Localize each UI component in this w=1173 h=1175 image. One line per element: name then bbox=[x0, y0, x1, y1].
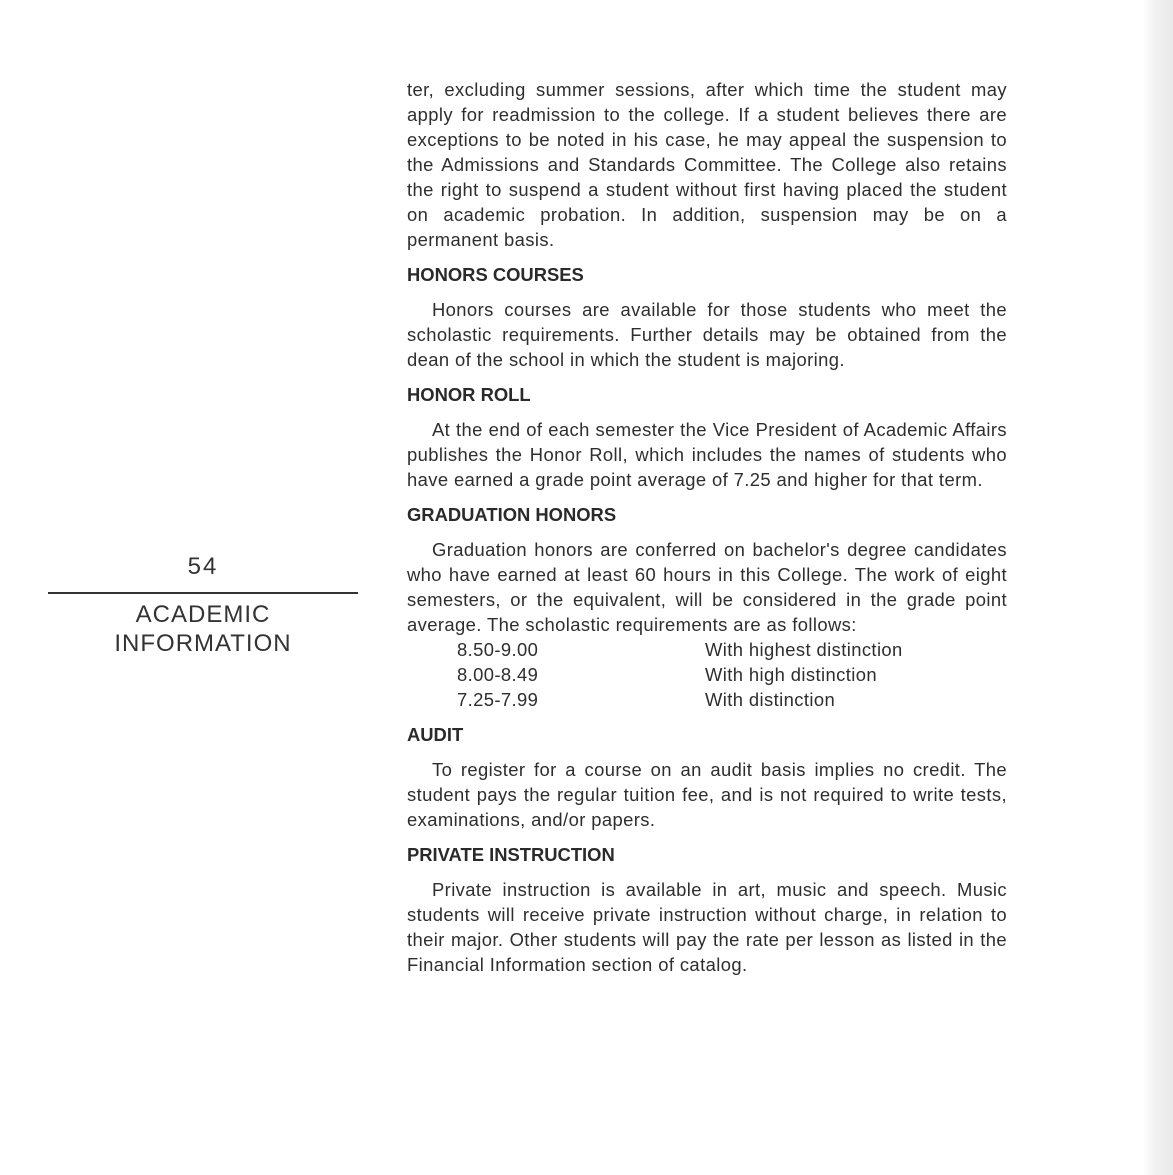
sidebar-divider bbox=[48, 592, 358, 594]
section-label-line-2: INFORMATION bbox=[114, 630, 292, 657]
sidebar bbox=[48, 552, 358, 658]
graduation-honors-table bbox=[457, 637, 1007, 712]
gpa-range: 8.00-8.49 bbox=[457, 664, 539, 685]
table-row bbox=[457, 687, 1007, 712]
honor-roll-heading: HONOR ROLL bbox=[407, 384, 531, 405]
audit-heading: AUDIT bbox=[407, 724, 464, 745]
graduation-honors-paragraph: Graduation honors are conferred on bachelor's degree candidates who have earned at least 60 hours in this College. The work of eight semesters, or the equivalent, will be considered in the grade point average. The scholastic requirements are as follows: bbox=[407, 539, 1007, 635]
honors-courses-paragraph: Honors courses are available for those students who meet the scholastic requirements. Further details may be obtained from the dean of the school in which the student is majoring. bbox=[407, 299, 1007, 370]
private-instruction-heading: PRIVATE INSTRUCTION bbox=[407, 844, 615, 865]
private-instruction-paragraph: Private instruction is available in art, music and speech. Music students will receive private instruction without charge, in relation to their major. Other students will pay the rate per lesson as listed in the Financial Information section of catalog. bbox=[407, 879, 1007, 975]
distinction-label: With distinction bbox=[705, 689, 836, 710]
gpa-range: 7.25-7.99 bbox=[457, 689, 539, 710]
section-label-line-1: ACADEMIC bbox=[135, 601, 271, 628]
gpa-range: 8.50-9.00 bbox=[457, 639, 539, 660]
table-row bbox=[457, 637, 1007, 662]
honors-courses-heading: HONORS COURSES bbox=[407, 264, 584, 285]
graduation-honors-heading: GRADUATION HONORS bbox=[407, 504, 617, 525]
intro-paragraph: ter, excluding summer sessions, after which time the student may apply for readmission to the college. If a student believes there are exceptions to be noted in his case, he may appeal the suspension to the Admissions and Standards Committee. The College also retains the right to suspend a student without first having placed the student on academic probation. In addition, suspension may be on a permanent basis. bbox=[407, 79, 1007, 250]
main-text-column bbox=[407, 77, 1007, 977]
distinction-label: With high distinction bbox=[705, 664, 877, 685]
page-edge-shadow bbox=[1143, 0, 1173, 1175]
audit-paragraph: To register for a course on an audit basis implies no credit. The student pays the regular tuition fee, and is not required to write tests, examinations, and/or papers. bbox=[407, 759, 1007, 830]
section-label bbox=[48, 600, 358, 658]
honor-roll-paragraph: At the end of each semester the Vice President of Academic Affairs publishes the Honor Roll, which includes the names of students who have earned a grade point average of 7.25 and higher for that term. bbox=[407, 419, 1007, 490]
page-number: 54 bbox=[187, 553, 219, 580]
distinction-label: With highest distinction bbox=[705, 639, 903, 660]
table-row bbox=[457, 662, 1007, 687]
